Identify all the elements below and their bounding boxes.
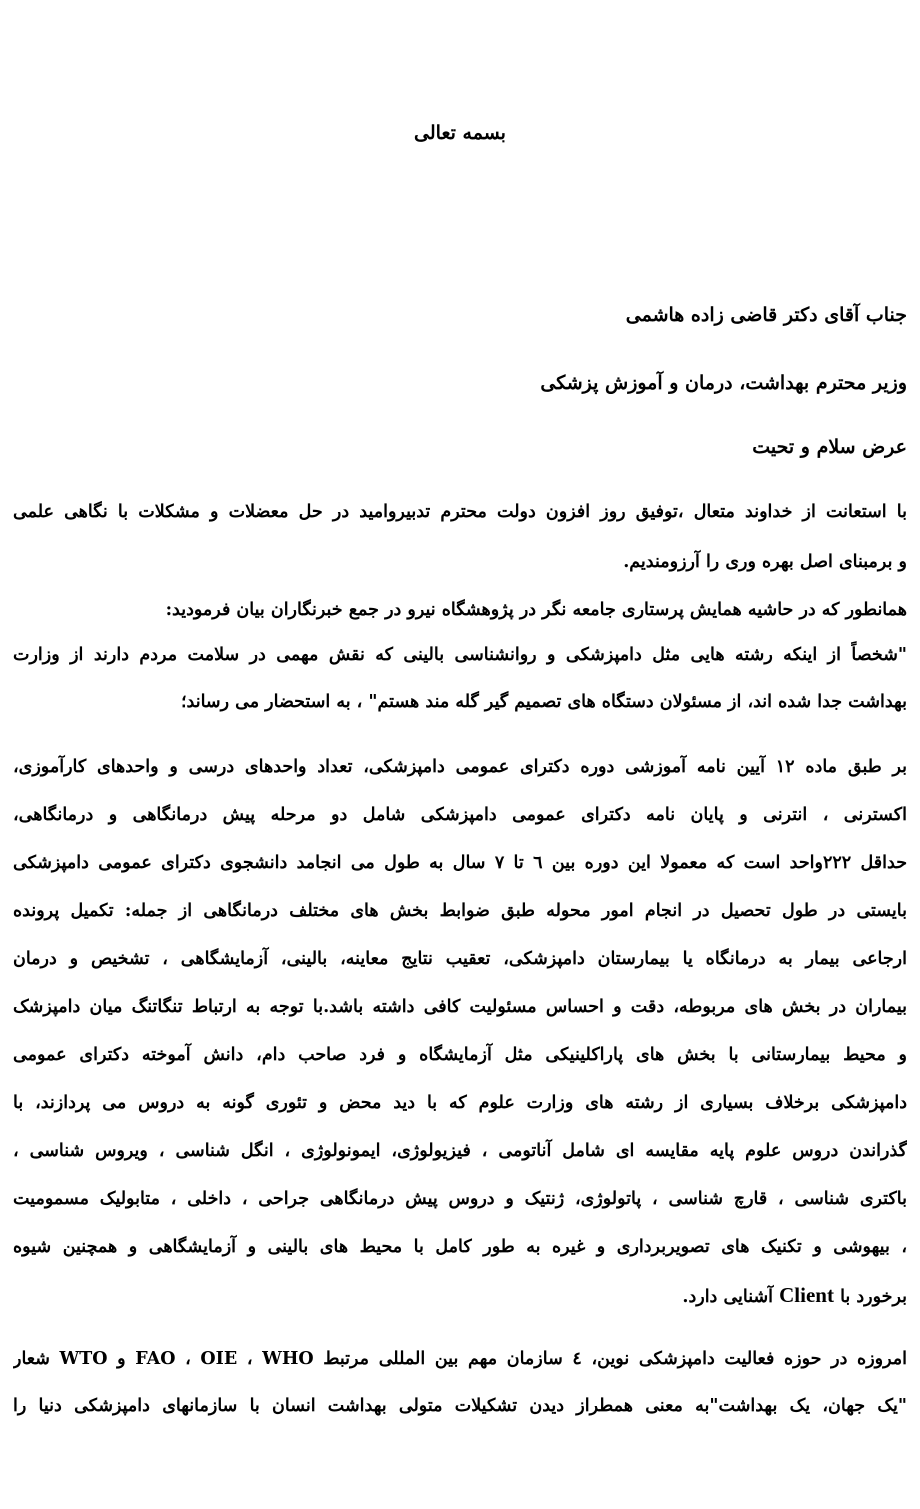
paragraph-2-line-9: گذراندن دروس علوم پایه مقایسه ای شامل آناتومی ، فیزیولوژی، ایمونولوژی ، انگل شناسی ، ویروس شناسی ، [13, 1141, 907, 1161]
paragraph-2-last-after: آشنایی دارد. [682, 1287, 774, 1307]
client-word: Client [779, 1283, 834, 1307]
letter-title: بسمه تعالی [414, 122, 506, 144]
paragraph-2-line-3: حداقل ۲۲۲واحد است که معمولا این دوره بین ٦ تا ۷ سال به طول می انجامد دانشجوی دکترای عمومی دامپزشکی [13, 853, 907, 873]
paragraph-1-line-4: "شخصاً از اینکه رشته هایی مثل دامپزشکی و روانشناسی بالینی که نقش مهمی در سلامت مردم دارند از وزارت [13, 645, 907, 665]
paragraph-1-line-2: و برمبنای اصل بهره وری را آرزومندیم. [623, 552, 907, 572]
paragraph-2-last-before: برخورد با [840, 1287, 907, 1307]
paragraph-2-line-2: اکسترنی ، انترنی و پایان نامه دکترای عمومی دامپزشکی شامل دو مرحله پیش درمانگاهی و درمانگاهی، [13, 805, 907, 825]
paragraph-2-line-11: ، بیهوشی و تکنیک های تصویربرداری و غیره به طور کامل با محیط های بالینی و آزمایشگاهی و همچنین شیوه [13, 1237, 907, 1257]
paragraph-1-line-1: با استعانت از خداوند متعال ،توفیق روز افزون دولت محترم تدبیروامید در حل معضلات و مشکلات با نگاهی علمی [13, 502, 907, 522]
paragraph-1-line-3: همانطور که در حاشیه همایش پرستاری جامعه نگر در پژوهشگاه نیرو در جمع خبرنگاران بیان فرمودید: [165, 600, 907, 620]
paragraph-1-line-5: بهداشت جدا شده اند، از مسئولان دستگاه های تصمیم گیر گله مند هستم" ، به استحضار می رساند؛ [180, 692, 907, 712]
recipient-title: وزیر محترم بهداشت، درمان و آموزش پزشکی [540, 372, 907, 394]
recipient-name: جناب آقای دکتر قاضی زاده هاشمی [625, 304, 907, 326]
greeting: عرض سلام و تحیت [752, 436, 907, 458]
paragraph-2-line-10: باکتری شناسی ، قارچ شناسی ، پاتولوژی، ژنتیک و دروس پیش درمانگاهی جراحی ، داخلی ، متابولیک مسمومیت [13, 1189, 907, 1209]
paragraph-2-line-5: ارجاعی بیمار به درمانگاه یا بیمارستان دامپزشکی، تعقیب نتایج معاینه، بالینی، آزمایشگاهی ، تشخیص و درمان [13, 949, 907, 969]
paragraph-2-line-6: بیماران در بخش های مربوطه، دقت و احساس مسئولیت کافی داشته باشد.با توجه به ارتباط تنگاتنگ میان دامپزشک [13, 997, 907, 1017]
paragraph-3-line-1: امروزه در حوزه فعالیت دامپزشکی نوین، ٤ سازمان مهم بین المللی مرتبط FAO ، OIE ، WHO و WTO شعار [13, 1349, 907, 1369]
paragraph-2-line-12 [13, 1280, 907, 1310]
paragraph-2-line-7: و محیط بیمارستانی با بخش های پاراکلینیکی مثل آزمایشگاه و فرد صاحب دام، دانش آموخته دکترای عمومی [13, 1045, 907, 1065]
paragraph-3-line-2: "یک جهان، یک بهداشت"به معنی همطراز دیدن تشکیلات متولی بهداشت انسان با سازمانهای دامپزشکی دنیا را [13, 1396, 907, 1416]
paragraph-2-line-1: بر طبق ماده ۱۲ آیین نامه آموزشی دوره دکترای عمومی دامپزشکی، تعداد واحدهای درسی و واحدهای کارآموزی، [13, 757, 907, 777]
paragraph-2-line-8: دامپزشکی برخلاف بسیاری از رشته های وزارت علوم که با دید محض و تئوری گونه به دروس می پردازند، با [13, 1093, 907, 1113]
paragraph-2-line-4: بایستی در طول تحصیل در انجام امور محوله طبق ضوابط بخش های مختلف درمانگاهی از جمله: تکمیل پرونده [13, 901, 907, 921]
